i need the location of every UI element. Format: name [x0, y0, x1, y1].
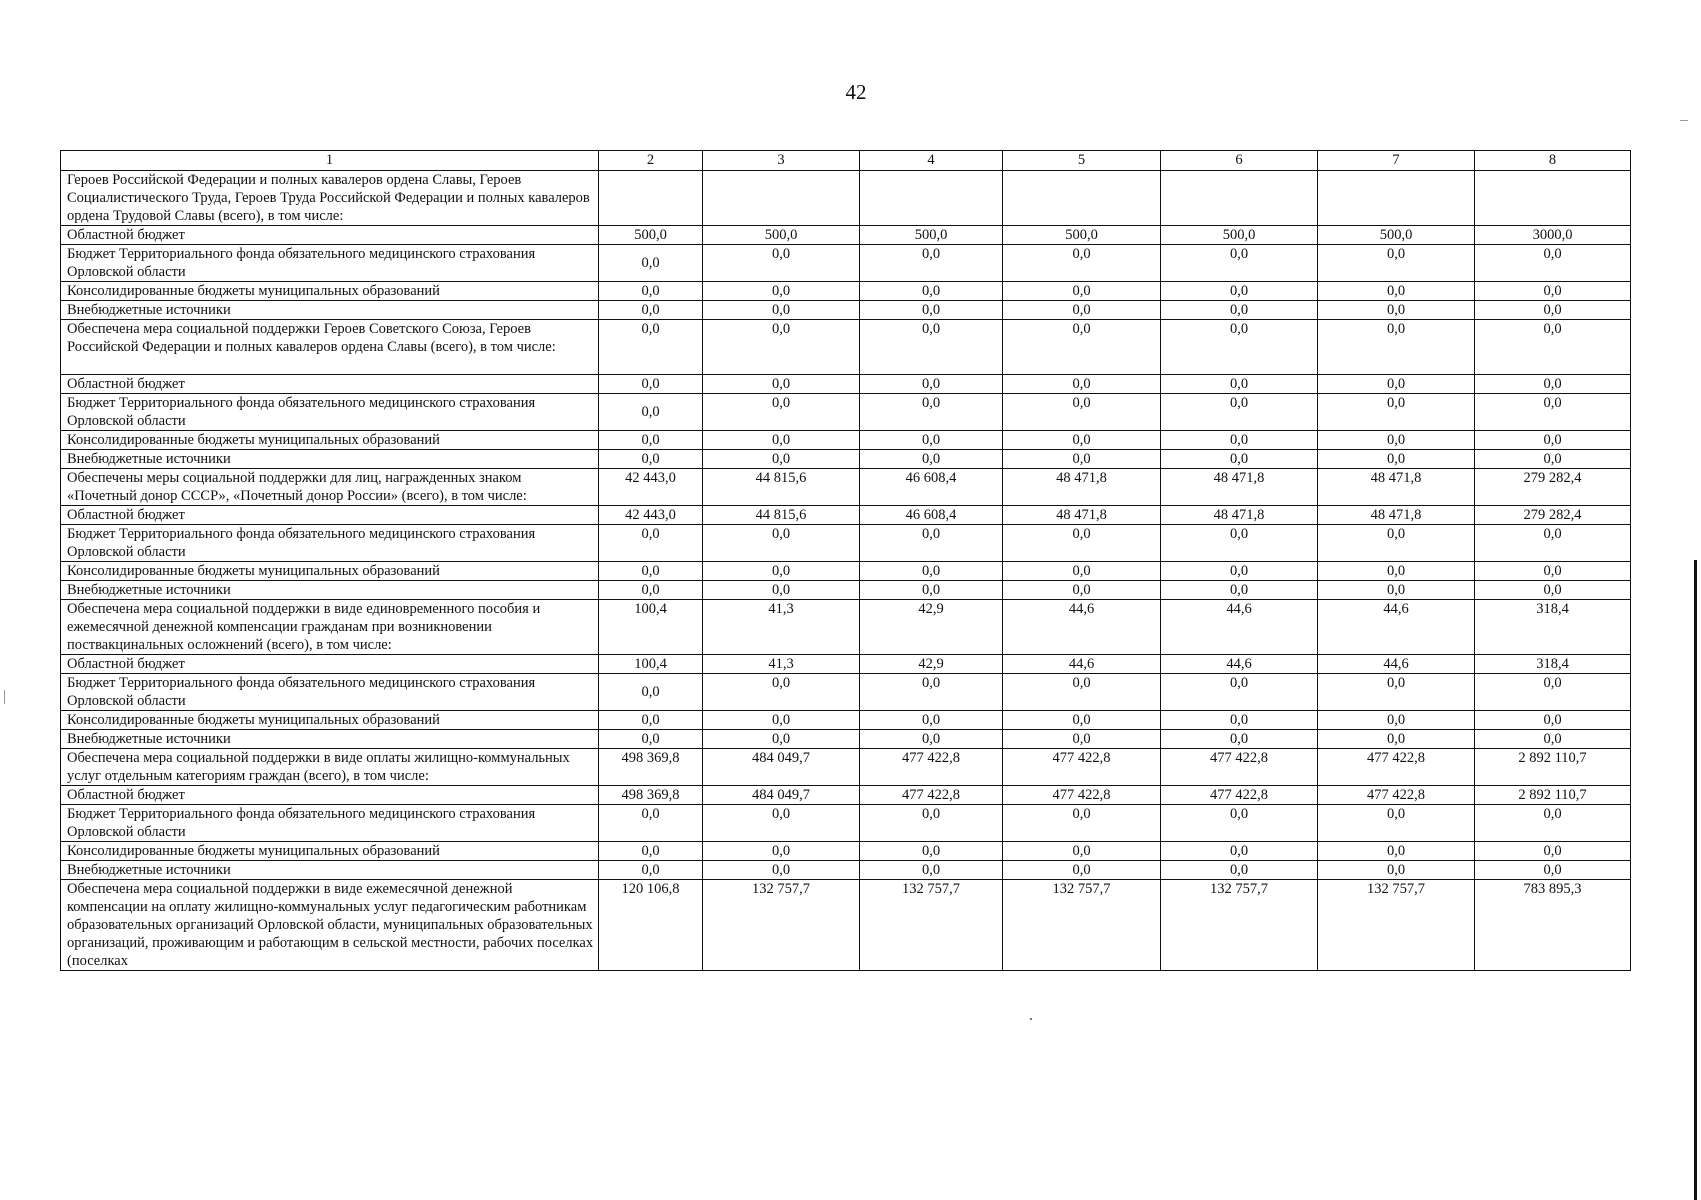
value-cell: 0,0	[1003, 674, 1161, 711]
value-cell: 0,0	[860, 842, 1003, 861]
value-cell: 0,0	[1475, 525, 1631, 562]
value-cell: 0,0	[860, 805, 1003, 842]
value-cell: 783 895,3	[1475, 880, 1631, 971]
value-cell: 0,0	[599, 282, 703, 301]
value-cell: 0,0	[599, 301, 703, 320]
table-row	[61, 171, 1631, 226]
row-label-cell: Бюджет Территориального фонда обязательного медицинского страхования Орловской области	[61, 674, 599, 711]
value-cell: 279 282,4	[1475, 506, 1631, 525]
value-cell: 0,0	[860, 562, 1003, 581]
value-cell: 0,0	[599, 805, 703, 842]
value-cell: 0,0	[703, 562, 860, 581]
value-cell: 0,0	[860, 282, 1003, 301]
value-cell: 44,6	[1003, 655, 1161, 674]
value-cell: 0,0	[860, 431, 1003, 450]
value-cell: 0,0	[703, 245, 860, 282]
table-row	[61, 655, 1631, 674]
value-cell	[860, 171, 1003, 226]
value-cell: 0,0	[1475, 805, 1631, 842]
header-cell: 8	[1475, 151, 1631, 171]
value-cell: 0,0	[860, 450, 1003, 469]
value-cell: 0,0	[1475, 375, 1631, 394]
value-cell: 0,0	[1318, 450, 1475, 469]
row-label-cell: Внебюджетные источники	[61, 581, 599, 600]
value-cell: 477 422,8	[1161, 749, 1318, 786]
value-cell: 42,9	[860, 600, 1003, 655]
value-cell: 0,0	[599, 861, 703, 880]
row-label-cell: Бюджет Территориального фонда обязательного медицинского страхования Орловской области	[61, 245, 599, 282]
scan-edge-tick	[1680, 120, 1688, 121]
value-cell: 0,0	[860, 581, 1003, 600]
value-cell: 0,0	[1003, 375, 1161, 394]
value-cell: 0,0	[860, 674, 1003, 711]
value-cell: 0,0	[1161, 394, 1318, 431]
value-cell: 0,0	[1475, 842, 1631, 861]
table-row	[61, 730, 1631, 749]
value-cell: 477 422,8	[860, 749, 1003, 786]
table-row	[61, 450, 1631, 469]
value-cell: 120 106,8	[599, 880, 703, 971]
value-cell: 132 757,7	[1003, 880, 1161, 971]
value-cell: 477 422,8	[1161, 786, 1318, 805]
table-row	[61, 469, 1631, 506]
row-label-cell: Обеспечена мера социальной поддержки Героев Советского Союза, Героев Российской Федерации и полных кавалеров ордена Славы (всего), в том числе:	[61, 320, 599, 375]
scan-edge-line	[1694, 560, 1697, 1200]
value-cell: 0,0	[1161, 375, 1318, 394]
value-cell: 0,0	[703, 711, 860, 730]
value-cell: 0,0	[1475, 282, 1631, 301]
value-cell: 0,0	[1318, 861, 1475, 880]
value-cell: 0,0	[1475, 431, 1631, 450]
value-cell: 0,0	[1161, 450, 1318, 469]
value-cell: 44,6	[1003, 600, 1161, 655]
value-cell: 0,0	[1318, 730, 1475, 749]
value-cell: 0,0	[1003, 301, 1161, 320]
table-row	[61, 320, 1631, 375]
value-cell: 0,0	[860, 301, 1003, 320]
row-label-cell: Областной бюджет	[61, 226, 599, 245]
table-row	[61, 880, 1631, 971]
table-header-row	[61, 151, 1631, 171]
row-label-cell: Консолидированные бюджеты муниципальных образований	[61, 431, 599, 450]
table-row	[61, 786, 1631, 805]
value-cell: 0,0	[1475, 730, 1631, 749]
value-cell	[1161, 171, 1318, 226]
value-cell: 0,0	[860, 711, 1003, 730]
value-cell: 48 471,8	[1003, 506, 1161, 525]
value-cell: 44,6	[1318, 655, 1475, 674]
value-cell: 0,0	[1161, 674, 1318, 711]
value-cell: 0,0	[1318, 375, 1475, 394]
value-cell: 0,0	[1161, 320, 1318, 375]
row-label-cell: Героев Российской Федерации и полных кавалеров ордена Славы, Героев Социалистического Труда, Героев Труда Российской Федерации и полных кавалеров ордена Трудовой Славы (всего), в том числе:	[61, 171, 599, 226]
value-cell: 0,0	[599, 674, 703, 711]
table-body	[61, 151, 1631, 971]
value-cell: 0,0	[1003, 581, 1161, 600]
value-cell: 0,0	[1475, 674, 1631, 711]
value-cell: 0,0	[599, 711, 703, 730]
row-label-cell: Консолидированные бюджеты муниципальных образований	[61, 562, 599, 581]
value-cell: 0,0	[1003, 711, 1161, 730]
value-cell: 0,0	[1318, 282, 1475, 301]
table-row	[61, 301, 1631, 320]
value-cell: 0,0	[1475, 711, 1631, 730]
value-cell: 477 422,8	[1318, 786, 1475, 805]
value-cell: 0,0	[599, 375, 703, 394]
table-row	[61, 861, 1631, 880]
value-cell: 42 443,0	[599, 469, 703, 506]
value-cell: 48 471,8	[1318, 469, 1475, 506]
value-cell: 279 282,4	[1475, 469, 1631, 506]
value-cell: 0,0	[1003, 842, 1161, 861]
value-cell: 2 892 110,7	[1475, 749, 1631, 786]
row-label-cell: Бюджет Территориального фонда обязательного медицинского страхования Орловской области	[61, 394, 599, 431]
value-cell: 498 369,8	[599, 786, 703, 805]
value-cell: 0,0	[1003, 450, 1161, 469]
header-cell: 2	[599, 151, 703, 171]
value-cell: 0,0	[1161, 861, 1318, 880]
value-cell	[1475, 171, 1631, 226]
value-cell: 0,0	[1161, 301, 1318, 320]
value-cell: 0,0	[1003, 394, 1161, 431]
row-label-cell: Обеспечены меры социальной поддержки для лиц, награжденных знаком «Почетный донор СССР», «Почетный донор России» (всего), в том числе:	[61, 469, 599, 506]
value-cell: 0,0	[703, 282, 860, 301]
value-cell: 132 757,7	[703, 880, 860, 971]
header-cell: 6	[1161, 151, 1318, 171]
table-row	[61, 226, 1631, 245]
value-cell: 0,0	[1161, 562, 1318, 581]
table-row	[61, 245, 1631, 282]
value-cell: 0,0	[599, 431, 703, 450]
value-cell: 100,4	[599, 600, 703, 655]
value-cell: 44,6	[1161, 600, 1318, 655]
value-cell: 0,0	[1475, 245, 1631, 282]
value-cell	[599, 171, 703, 226]
row-label-cell: Консолидированные бюджеты муниципальных образований	[61, 842, 599, 861]
row-label-cell: Консолидированные бюджеты муниципальных образований	[61, 282, 599, 301]
table-row	[61, 674, 1631, 711]
value-cell	[703, 171, 860, 226]
value-cell: 0,0	[860, 525, 1003, 562]
value-cell: 0,0	[703, 394, 860, 431]
table-row	[61, 581, 1631, 600]
value-cell: 0,0	[1318, 842, 1475, 861]
value-cell: 0,0	[1161, 431, 1318, 450]
value-cell: 0,0	[1475, 861, 1631, 880]
value-cell: 500,0	[1003, 226, 1161, 245]
value-cell: 48 471,8	[1161, 469, 1318, 506]
value-cell: 132 757,7	[1161, 880, 1318, 971]
value-cell: 0,0	[860, 245, 1003, 282]
value-cell: 0,0	[1161, 245, 1318, 282]
value-cell: 0,0	[703, 320, 860, 375]
value-cell: 0,0	[703, 730, 860, 749]
row-label-cell: Обеспечена мера социальной поддержки в виде ежемесячной денежной компенсации на оплату жилищно-коммунальных услуг педагогическим работникам образовательных организаций Орловской области, муниципальных образовательных организаций, проживающим и работающим в сельской местности, рабочих поселках (поселках	[61, 880, 599, 971]
row-label-cell: Бюджет Территориального фонда обязательного медицинского страхования Орловской области	[61, 805, 599, 842]
value-cell: 0,0	[1318, 431, 1475, 450]
value-cell: 0,0	[599, 525, 703, 562]
value-cell: 500,0	[599, 226, 703, 245]
value-cell: 48 471,8	[1161, 506, 1318, 525]
value-cell: 0,0	[599, 450, 703, 469]
value-cell: 477 422,8	[1003, 786, 1161, 805]
value-cell: 0,0	[860, 394, 1003, 431]
value-cell: 0,0	[703, 581, 860, 600]
value-cell: 484 049,7	[703, 749, 860, 786]
value-cell: 0,0	[1318, 525, 1475, 562]
row-label-cell: Внебюджетные источники	[61, 450, 599, 469]
value-cell: 0,0	[1003, 730, 1161, 749]
row-label-cell: Областной бюджет	[61, 375, 599, 394]
value-cell: 500,0	[703, 226, 860, 245]
row-label-cell: Внебюджетные источники	[61, 730, 599, 749]
value-cell: 0,0	[1161, 730, 1318, 749]
value-cell: 46 608,4	[860, 506, 1003, 525]
row-label-cell: Областной бюджет	[61, 786, 599, 805]
value-cell: 0,0	[860, 375, 1003, 394]
table-row	[61, 506, 1631, 525]
scan-edge-tick	[4, 690, 5, 704]
value-cell: 0,0	[1003, 805, 1161, 842]
value-cell	[1003, 171, 1161, 226]
value-cell: 0,0	[1003, 562, 1161, 581]
value-cell: 498 369,8	[599, 749, 703, 786]
table-row	[61, 282, 1631, 301]
header-cell: 1	[61, 151, 599, 171]
header-cell: 4	[860, 151, 1003, 171]
value-cell: 0,0	[703, 861, 860, 880]
value-cell: 0,0	[599, 581, 703, 600]
value-cell: 41,3	[703, 600, 860, 655]
row-label-cell: Областной бюджет	[61, 655, 599, 674]
value-cell: 500,0	[1318, 226, 1475, 245]
value-cell: 44,6	[1318, 600, 1475, 655]
value-cell: 44 815,6	[703, 506, 860, 525]
value-cell: 0,0	[1161, 581, 1318, 600]
value-cell: 318,4	[1475, 655, 1631, 674]
table-row	[61, 842, 1631, 861]
value-cell: 318,4	[1475, 600, 1631, 655]
value-cell: 48 471,8	[1003, 469, 1161, 506]
value-cell: 0,0	[1475, 301, 1631, 320]
value-cell: 477 422,8	[860, 786, 1003, 805]
value-cell: 0,0	[860, 320, 1003, 375]
value-cell: 0,0	[1318, 320, 1475, 375]
value-cell	[1318, 171, 1475, 226]
value-cell: 0,0	[703, 450, 860, 469]
value-cell: 0,0	[860, 730, 1003, 749]
header-cell: 5	[1003, 151, 1161, 171]
row-label-cell: Обеспечена мера социальной поддержки в виде оплаты жилищно-коммунальных услуг отдельным категориям граждан (всего), в том числе:	[61, 749, 599, 786]
header-cell: 3	[703, 151, 860, 171]
value-cell: 0,0	[1318, 394, 1475, 431]
row-label-cell: Бюджет Территориального фонда обязательного медицинского страхования Орловской области	[61, 525, 599, 562]
value-cell: 0,0	[1161, 525, 1318, 562]
row-label-cell: Консолидированные бюджеты муниципальных образований	[61, 711, 599, 730]
row-label-cell: Внебюджетные источники	[61, 301, 599, 320]
value-cell: 44,6	[1161, 655, 1318, 674]
value-cell: 0,0	[1475, 450, 1631, 469]
value-cell: 0,0	[599, 730, 703, 749]
value-cell: 0,0	[1318, 711, 1475, 730]
value-cell: 0,0	[1318, 301, 1475, 320]
value-cell: 2 892 110,7	[1475, 786, 1631, 805]
value-cell: 0,0	[599, 320, 703, 375]
value-cell: 0,0	[1003, 320, 1161, 375]
table-row	[61, 562, 1631, 581]
value-cell: 0,0	[703, 431, 860, 450]
value-cell: 0,0	[1003, 861, 1161, 880]
header-cell: 7	[1318, 151, 1475, 171]
scan-dust-mark	[1030, 1018, 1032, 1020]
value-cell: 0,0	[860, 861, 1003, 880]
value-cell: 48 471,8	[1318, 506, 1475, 525]
row-label-cell: Обеспечена мера социальной поддержки в виде единовременного пособия и ежемесячной денежной компенсации гражданам при возникновении поствакцинальных осложнений (всего), в том числе:	[61, 600, 599, 655]
value-cell: 0,0	[1161, 282, 1318, 301]
value-cell: 477 422,8	[1003, 749, 1161, 786]
table-row	[61, 375, 1631, 394]
value-cell: 0,0	[703, 674, 860, 711]
value-cell: 0,0	[1318, 245, 1475, 282]
value-cell: 46 608,4	[860, 469, 1003, 506]
value-cell: 0,0	[703, 805, 860, 842]
value-cell: 0,0	[1318, 562, 1475, 581]
page-number: 42	[845, 80, 867, 104]
table-row	[61, 525, 1631, 562]
value-cell: 0,0	[703, 301, 860, 320]
value-cell: 100,4	[599, 655, 703, 674]
table-row	[61, 431, 1631, 450]
value-cell: 500,0	[1161, 226, 1318, 245]
table-row	[61, 805, 1631, 842]
value-cell: 0,0	[1161, 711, 1318, 730]
value-cell: 0,0	[599, 245, 703, 282]
row-label-cell: Областной бюджет	[61, 506, 599, 525]
value-cell: 500,0	[860, 226, 1003, 245]
value-cell: 0,0	[703, 525, 860, 562]
value-cell: 0,0	[1475, 394, 1631, 431]
value-cell: 0,0	[1003, 431, 1161, 450]
value-cell: 0,0	[1003, 525, 1161, 562]
value-cell: 42 443,0	[599, 506, 703, 525]
value-cell: 0,0	[1475, 562, 1631, 581]
value-cell: 0,0	[1475, 581, 1631, 600]
value-cell: 0,0	[703, 375, 860, 394]
value-cell: 44 815,6	[703, 469, 860, 506]
value-cell: 41,3	[703, 655, 860, 674]
value-cell: 0,0	[1318, 805, 1475, 842]
table-row	[61, 711, 1631, 730]
value-cell: 477 422,8	[1318, 749, 1475, 786]
value-cell: 0,0	[703, 842, 860, 861]
table-row	[61, 394, 1631, 431]
value-cell: 0,0	[1318, 674, 1475, 711]
value-cell: 0,0	[1161, 805, 1318, 842]
value-cell: 132 757,7	[1318, 880, 1475, 971]
value-cell: 42,9	[860, 655, 1003, 674]
value-cell: 3000,0	[1475, 226, 1631, 245]
value-cell: 0,0	[599, 394, 703, 431]
table-row	[61, 600, 1631, 655]
value-cell: 0,0	[1161, 842, 1318, 861]
value-cell: 0,0	[1003, 282, 1161, 301]
value-cell: 484 049,7	[703, 786, 860, 805]
value-cell: 0,0	[1318, 581, 1475, 600]
value-cell: 0,0	[599, 842, 703, 861]
table-row	[61, 749, 1631, 786]
value-cell: 0,0	[1003, 245, 1161, 282]
row-label-cell: Внебюджетные источники	[61, 861, 599, 880]
value-cell: 132 757,7	[860, 880, 1003, 971]
value-cell: 0,0	[599, 562, 703, 581]
budget-table	[60, 150, 1631, 971]
value-cell: 0,0	[1475, 320, 1631, 375]
